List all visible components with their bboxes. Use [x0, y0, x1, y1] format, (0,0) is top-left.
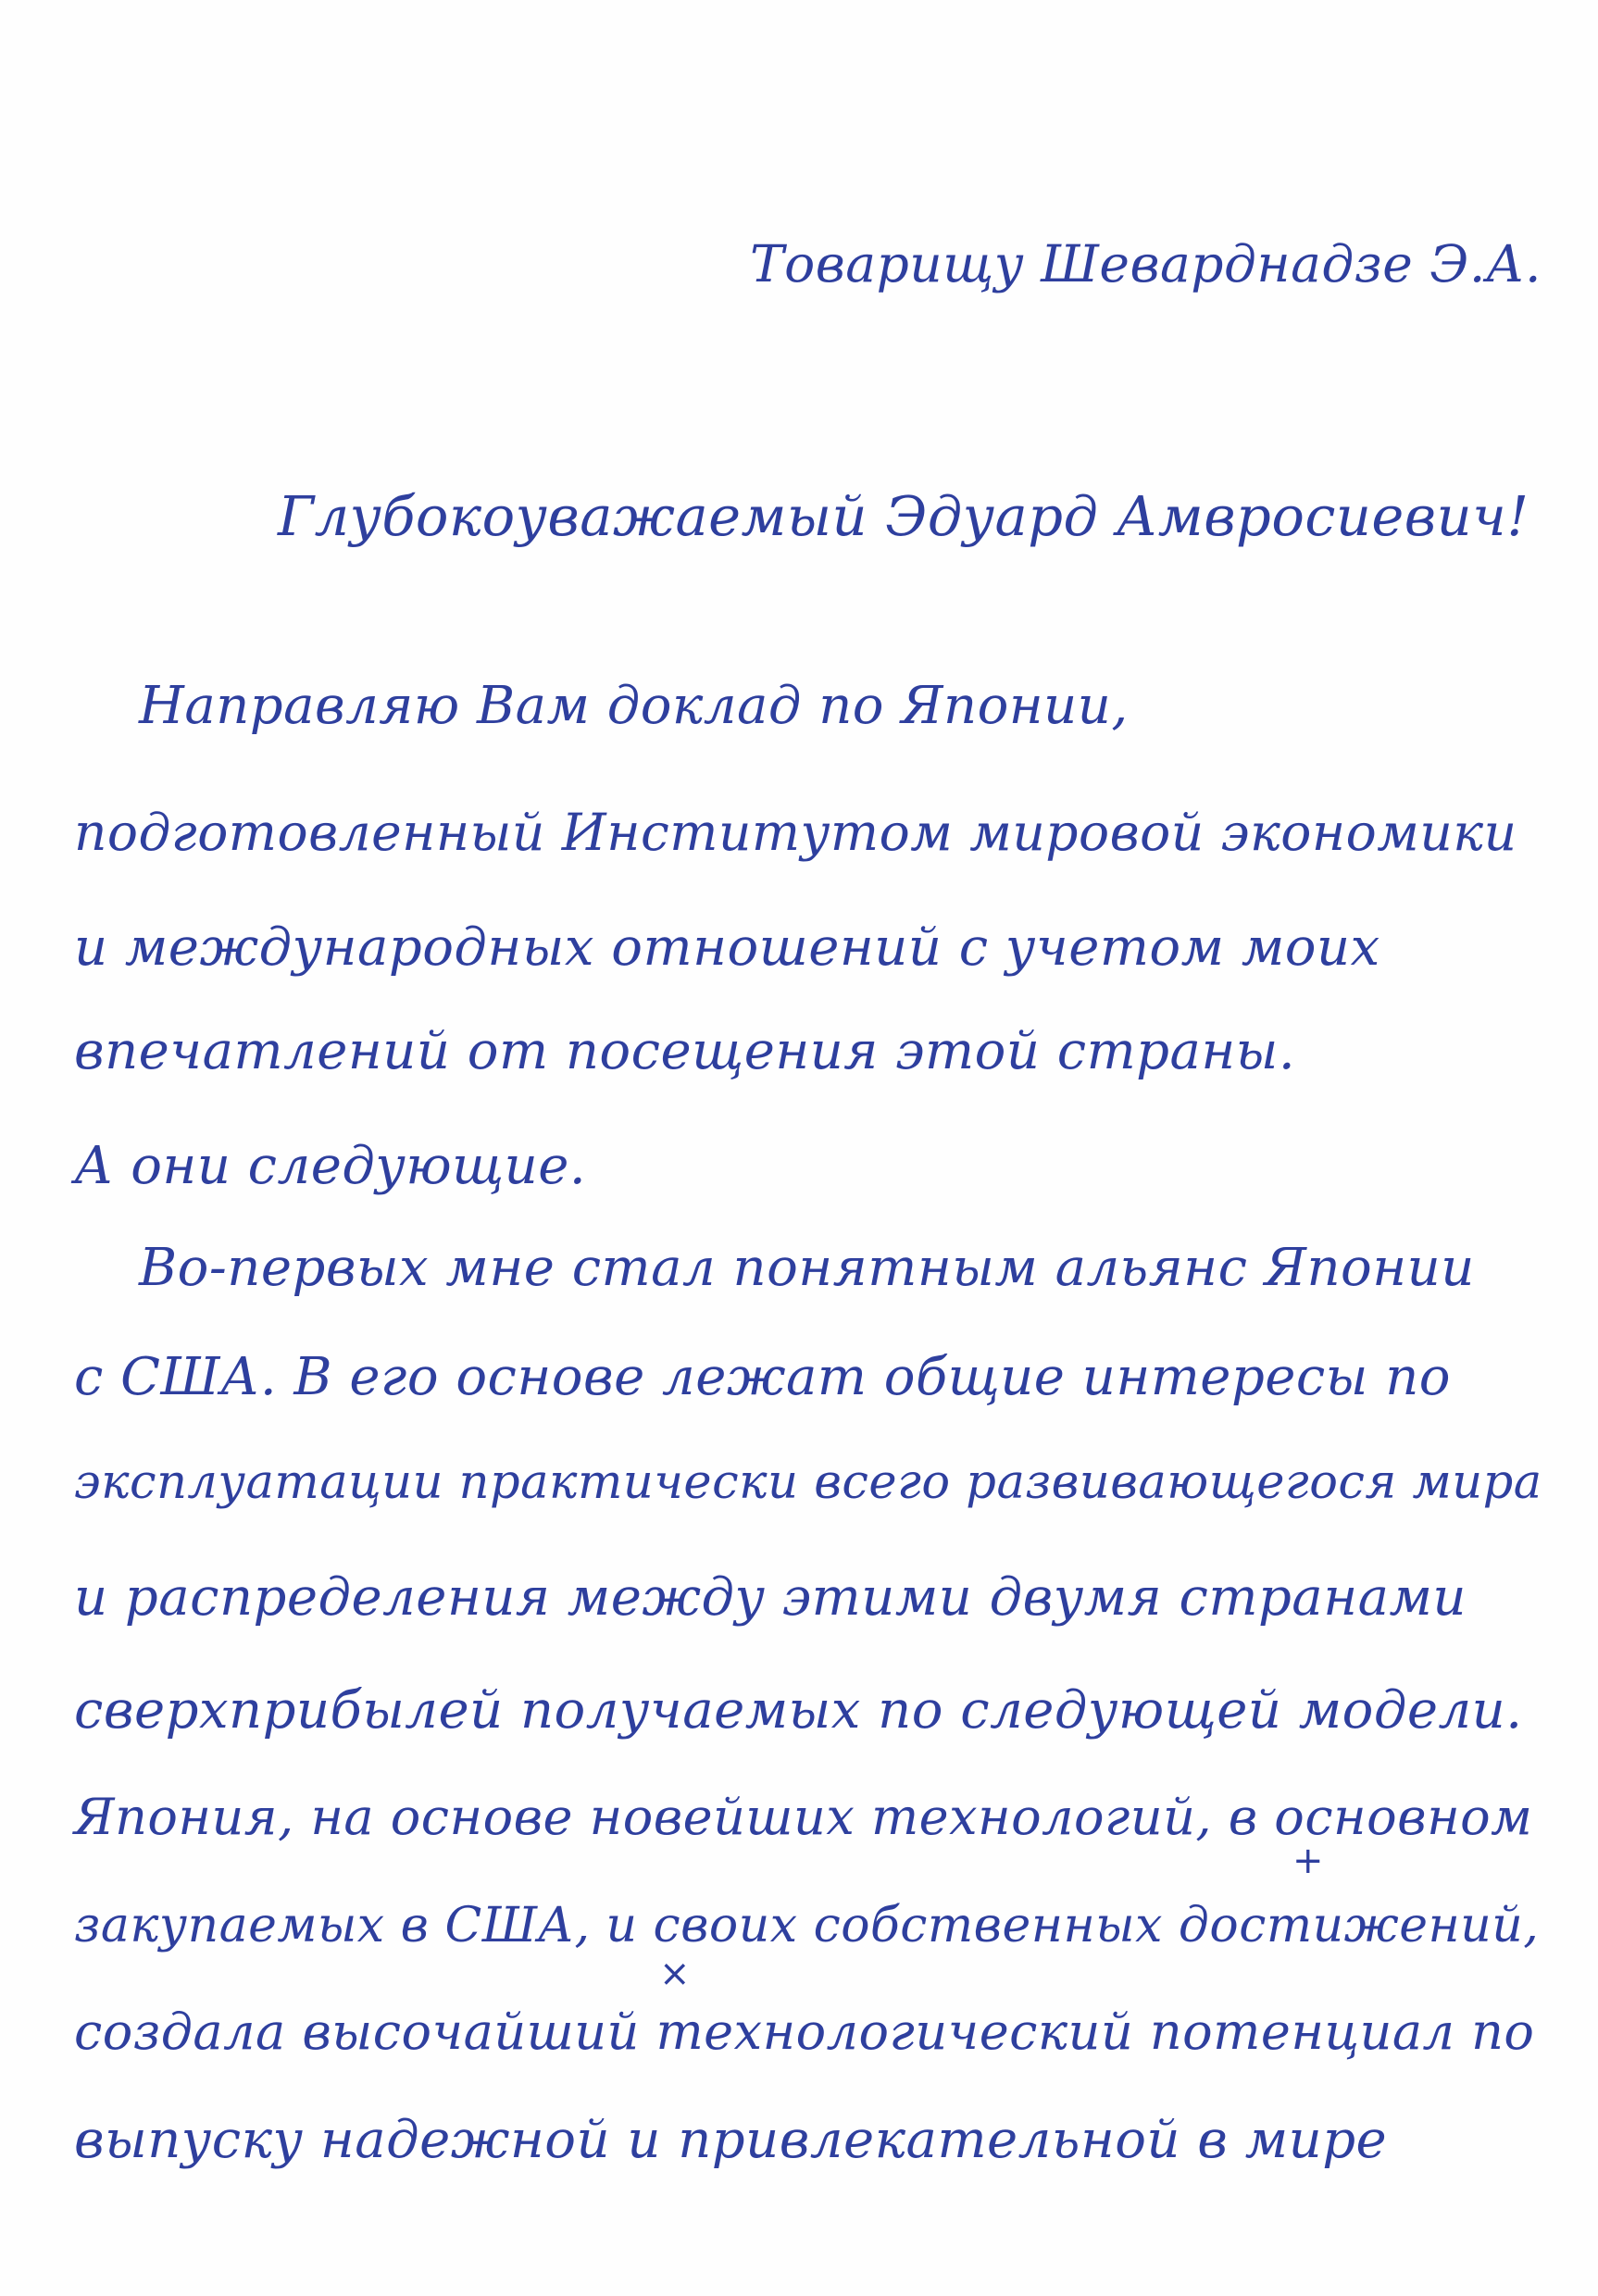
body-line: сверхприбылей получаемых по следующей модели. — [74, 1680, 1523, 1741]
body-line: и распределения между этими двумя странами — [74, 1567, 1467, 1628]
body-line: закупаемых в США, и своих собственных достижений, — [74, 1898, 1540, 1953]
body-line: Во-первых мне стал понятным альянс Японии — [139, 1238, 1475, 1298]
body-line: с США. В его основе лежат общие интересы по — [74, 1347, 1451, 1407]
body-line: создала высочайший технологический потенциал по — [74, 2003, 1535, 2061]
body-line: Япония, на основе новейших технологий, в основном — [74, 1788, 1533, 1846]
body-line: впечатлений от посещения этой страны. — [74, 1021, 1296, 1081]
body-line: А они следующие. — [74, 1136, 587, 1196]
salutation: Глубокоуважаемый Эдуард Амвросиевич! — [278, 484, 1529, 548]
insertion-mark: × — [659, 1953, 691, 1995]
addressee-line: Товарищу Шеварднадзе Э.А. — [750, 234, 1542, 293]
body-line: эксплуатации практически всего развивающегося мира — [74, 1455, 1542, 1510]
body-line: и международных отношений с учетом моих — [74, 917, 1380, 978]
body-line: выпуску надежной и привлекательной в мире — [74, 2110, 1388, 2170]
body-line: Направляю Вам доклад по Японии, — [139, 676, 1129, 736]
insertion-mark: + — [1292, 1840, 1324, 1882]
body-line: подготовленный Институтом мировой экономики — [74, 803, 1517, 862]
